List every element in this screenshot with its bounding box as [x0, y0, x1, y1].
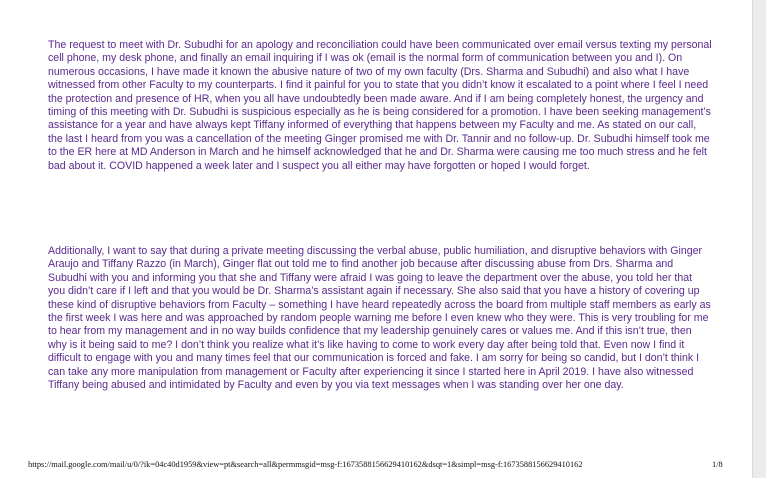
vertical-scrollbar[interactable] [752, 0, 766, 478]
page-indicator: 1/8 [712, 460, 723, 469]
email-body-paragraph-2: Additionally, I want to say that during a private meeting discussing the verbal abuse, public humiliation, and disruptive behaviors with Ginger Araujo and Tiffany Razzo (in March), Ginger flat out told me to find another job because after discussing abuse from Drs. Sharma and Subudhi with you and informing you that she and Tiffany were afraid I was going to leave the department over the abuse, you told her that you didn’t care if I left and that you would be Dr. Sharma’s assistant again if necessary. She also said that you have a history of covering up these kind of disruptive behaviors from Faculty – something I have heard repeatedly across the board from multiple staff members as early as the first week I was here and was approached by random people warning me before I even knew who they were. This is very troubling for me to hear from my management and in no way builds confidence that my leadership genuinely cares or values me. And if this isn’t true, then why is it being said to me? I don’t think you realize what it’s like having to come to work every day after being told that. Even now I find it difficult to engage with you and many times feel that our communication is forced and fake. I am sorry for being so candid, but I don’t think I can take any more manipulation from management or Faculty after experiencing it since I started here in April 2019. I have also witnessed Tiffany being abused and intimidated by Faculty and even by you via text messages when I was standing over her one day. [48, 245, 711, 392]
email-body-paragraph-1: The request to meet with Dr. Subudhi for an apology and reconciliation could have been communicated over email versus texting my personal cell phone, my desk phone, and finally an email inquiring if I was ok (email is the normal form of communication between you and I). On numerous occasions, I have made it known the abusive nature of two of my own faculty (Drs. Sharma and Subudhi) and also what I have witnessed from other Faculty to my counterparts. I find it painful for you to state that you didn’t know it escalated to a point where I feel I need the protection and presence of HR, when you all have undoubtedly been made aware. And if I am being completely honest, the urgency and timing of this meeting with Dr. Subudhi is suspicious especially as he is being considered for a promotion. I have been seeking management’s assistance for a year and have always kept Tiffany informed of everything that happens between my Faculty and me. As stated on our call, the last I heard from you was a cancellation of the meeting Ginger promised me with Dr. Tannir and no follow-up. Dr. Subudhi himself took me to the ER here at MD Anderson in March and he himself acknowledged that he and Dr. Sharma were causing me too much stress and he felt bad about it. COVID happened a week later and I suspect you all either may have forgotten or hoped I would forget. [48, 39, 712, 172]
footer-url: https://mail.google.com/mail/u/0/?ik=04c40d1959&view=pt&search=all&permmsgid=msg-f:1673588156629410162&dsqt=1&simpl=msg-f:1673588156629410162 [28, 460, 583, 469]
